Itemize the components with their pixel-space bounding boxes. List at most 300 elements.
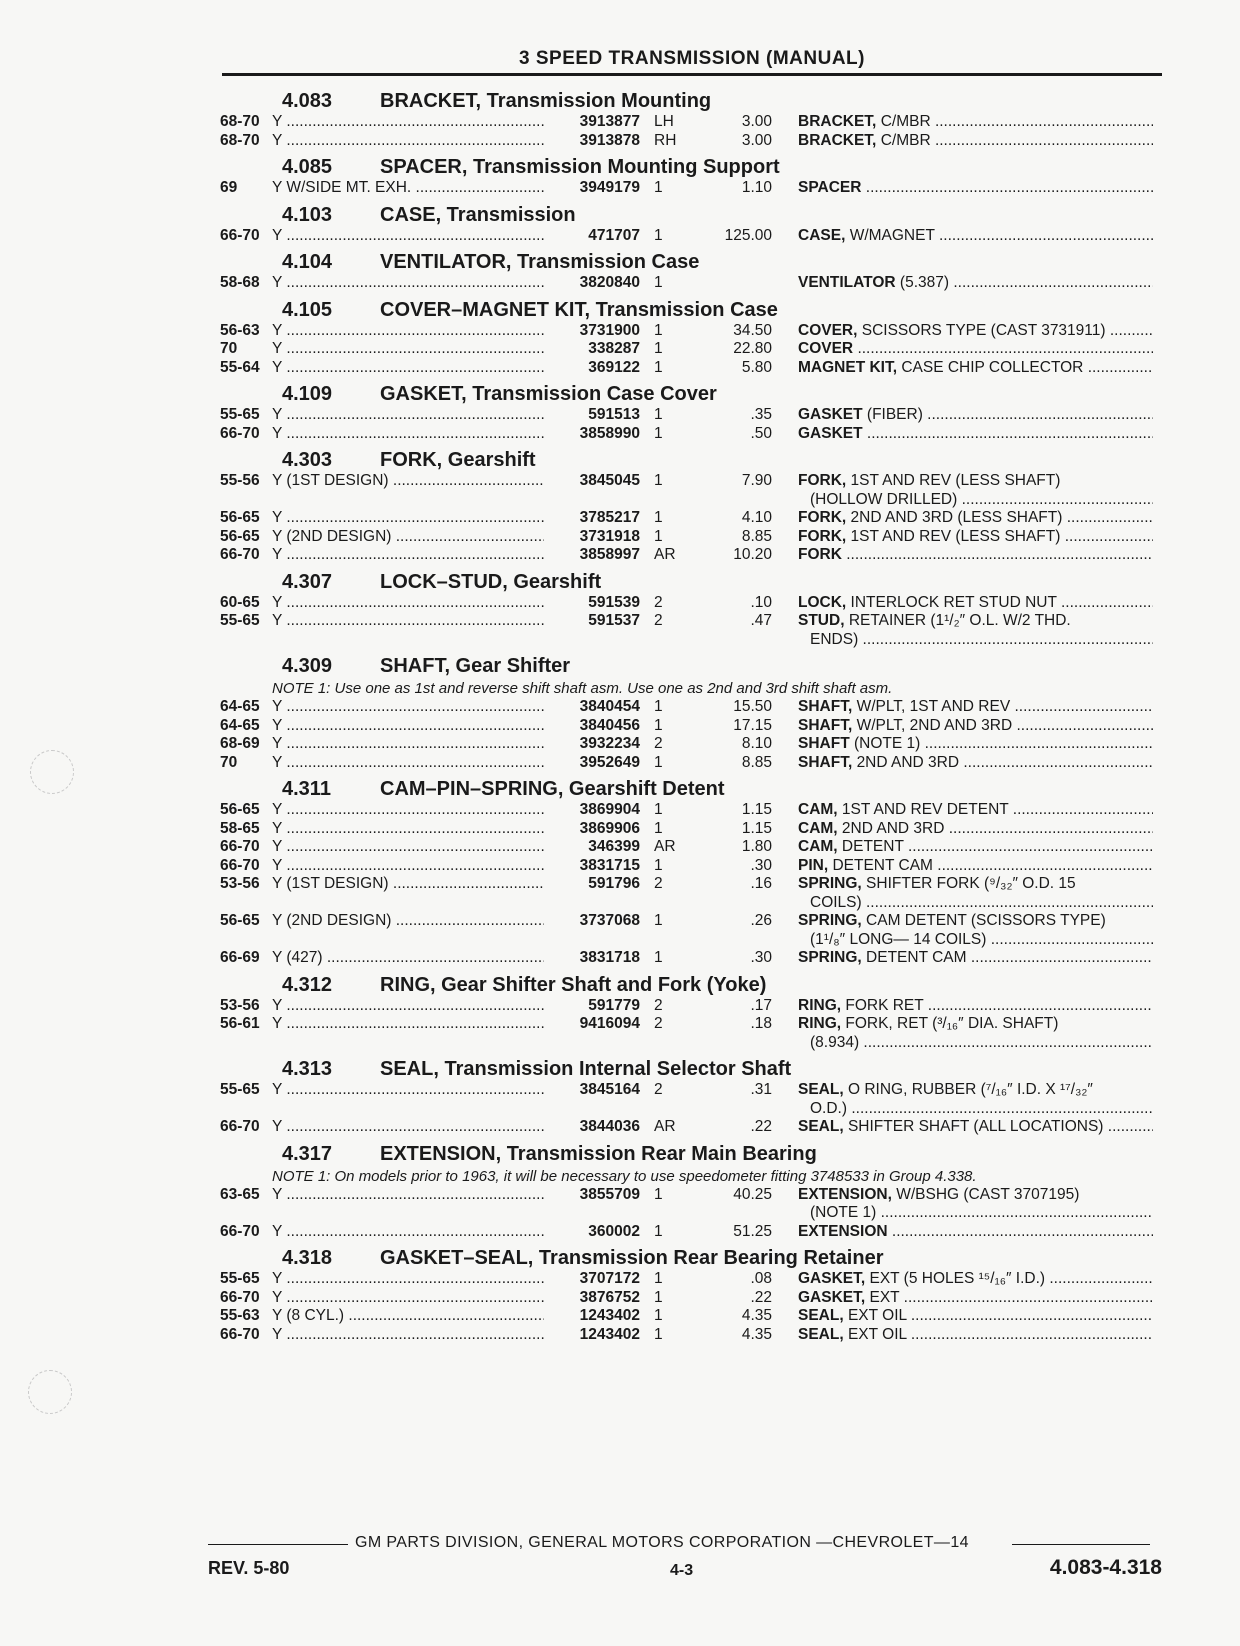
price: .16 (750, 875, 772, 892)
model-years: 56-63 (220, 321, 260, 339)
model-years: 58-68 (220, 274, 260, 291)
section-header (220, 1139, 1164, 1166)
quantity: 1 (654, 226, 663, 244)
part-name (772, 274, 1153, 293)
section-title: VENTILATOR, Transmission Case (380, 251, 700, 273)
part-number: 3707172 (579, 1270, 640, 1287)
part-detail: CAM DETENT (SCISSORS TYPE) (866, 912, 1106, 929)
part-keyword: EXTENSION (798, 1222, 888, 1240)
part-row (220, 132, 1164, 151)
part-detail: EXT (869, 1288, 900, 1306)
model-years: 70 (220, 340, 238, 357)
model-years: 64-65 (220, 698, 260, 715)
part-row (220, 820, 1164, 839)
quantity: 1 (654, 856, 663, 874)
part-row (220, 997, 1164, 1016)
part-number: 3737068 (579, 912, 640, 929)
part-number: 3869906 (579, 819, 640, 837)
part-name-line (798, 1186, 1153, 1205)
part-detail: W/PLT, 2ND AND 3RD (856, 716, 1013, 734)
part-keyword: FORK, (798, 472, 847, 489)
quantity: 1 (654, 358, 663, 376)
part-name-line (798, 820, 1153, 839)
part-name (772, 997, 1153, 1016)
application-desc: Y ..... (272, 1186, 544, 1223)
price: 17.15 (733, 716, 772, 734)
part-row (220, 1270, 1164, 1289)
model-years: 66-70 (220, 1288, 260, 1306)
part-keyword: BRACKET, (798, 131, 877, 149)
quantity: AR (654, 546, 676, 563)
part-row (220, 801, 1164, 820)
section-title: EXTENSION, Transmission Rear Main Bearing (380, 1142, 817, 1165)
part-row (220, 912, 1164, 949)
part-keyword: FORK, (798, 527, 847, 545)
part-detail-continued: (1¹/₈″ LONG— 14 COILS) ..... (798, 931, 1153, 950)
part-row (220, 754, 1164, 773)
section-number: 4.312 (282, 973, 333, 996)
part-keyword: BRACKET, (798, 113, 877, 130)
section-number: 4.313 (282, 1058, 333, 1080)
part-name-line (798, 227, 1153, 246)
part-number: 3858990 (579, 424, 640, 442)
model-years: 55-64 (220, 358, 260, 376)
model-years: 53-56 (220, 875, 260, 892)
model-years: 66-70 (220, 838, 260, 855)
quantity: 1 (654, 509, 663, 526)
footer-section-range: 4.083-4.318 (1049, 1556, 1162, 1579)
part-name (772, 509, 1153, 528)
part-keyword: CASE, (798, 226, 846, 244)
price: 3.00 (741, 131, 772, 149)
quantity: 1 (654, 1185, 663, 1203)
part-number: 9416094 (579, 1015, 640, 1032)
quantity: 1 (654, 912, 663, 929)
part-detail: W/MAGNET (849, 226, 935, 244)
part-keyword: SPACER (798, 179, 862, 196)
part-detail: O RING, RUBBER (⁷/₁₆″ I.D. X ¹⁷/₃₂″ (847, 1081, 1093, 1098)
part-detail: CASE CHIP COLLECTOR (901, 358, 1084, 376)
part-name (772, 179, 1153, 198)
model-years: 56-65 (220, 527, 260, 545)
application-desc: Y ..... (272, 546, 544, 565)
part-number: 3855709 (579, 1185, 640, 1203)
application-desc: Y ..... (272, 997, 544, 1016)
part-name-line (798, 322, 1153, 341)
part-number: 591539 (588, 593, 640, 611)
section-4-103 (220, 200, 1164, 246)
quantity: 1 (654, 424, 663, 442)
section-number: 4.109 (282, 383, 333, 405)
application-desc: Y ..... (272, 509, 544, 528)
part-number: 1243402 (579, 1307, 640, 1324)
section-4-085 (220, 152, 1164, 198)
section-4-307 (220, 567, 1164, 650)
quantity: 1 (654, 1307, 663, 1324)
part-number: 3913877 (579, 113, 640, 130)
section-title: RING, Gear Shifter Shaft and Fork (Yoke) (380, 973, 767, 996)
part-row (220, 322, 1164, 341)
part-detail: (FIBER) (866, 406, 923, 423)
part-name (772, 801, 1153, 820)
part-row (220, 857, 1164, 876)
part-name-line (798, 1081, 1153, 1100)
application-desc: Y ..... (272, 857, 544, 876)
part-name-line (798, 179, 1153, 198)
footer-rule-left (208, 1544, 348, 1545)
part-row (220, 113, 1164, 132)
part-row (220, 1118, 1164, 1137)
quantity: 2 (654, 593, 663, 611)
price: .50 (750, 424, 772, 442)
price: 8.85 (741, 753, 772, 771)
quantity: 2 (654, 875, 663, 892)
part-name (772, 838, 1153, 857)
part-name-line (798, 1307, 1153, 1326)
section-number: 4.318 (282, 1247, 333, 1269)
part-name-line (798, 612, 1153, 631)
section-title: COVER–MAGNET KIT, Transmission Case (380, 298, 778, 321)
price: .35 (750, 406, 772, 423)
part-number: 3869904 (579, 801, 640, 818)
part-detail-continued: ENDS) ..... (798, 631, 1153, 650)
quantity: 1 (654, 1222, 663, 1240)
quantity: 2 (654, 612, 663, 629)
price: .47 (750, 612, 772, 629)
part-keyword: CAM, (798, 819, 838, 837)
part-name (772, 1118, 1153, 1137)
part-name (772, 227, 1153, 246)
part-name (772, 594, 1153, 613)
part-row (220, 406, 1164, 425)
part-name-line (798, 546, 1153, 565)
price (704, 274, 772, 293)
part-name (772, 528, 1153, 547)
part-name (772, 949, 1153, 968)
section-number: 4.307 (282, 570, 333, 593)
part-keyword: MAGNET KIT, (798, 358, 898, 376)
part-detail-continued: O.D.) ..... (798, 1100, 1153, 1119)
model-years: 66-70 (220, 856, 260, 874)
application-desc: Y W/SIDE MT. EXH. ..... (272, 179, 544, 198)
section-number: 4.303 (282, 449, 333, 471)
footer-page-number: 4-3 (670, 1562, 694, 1579)
section-number: 4.309 (282, 655, 333, 677)
part-detail: EXT OIL (847, 1307, 907, 1324)
price: .31 (750, 1081, 772, 1098)
price: .22 (750, 1118, 772, 1135)
model-years: 66-70 (220, 424, 260, 442)
part-keyword: VENTILATOR (798, 274, 896, 291)
part-keyword: COVER (798, 340, 854, 357)
part-name-line (798, 509, 1153, 528)
application-desc: Y ..... (272, 359, 544, 378)
application-desc: Y ..... (272, 612, 544, 649)
part-detail: 2ND AND 3RD (856, 753, 960, 771)
application-desc: Y ..... (272, 594, 544, 613)
model-years: 66-70 (220, 1222, 260, 1240)
price: 4.35 (741, 1325, 772, 1343)
part-name-line (798, 113, 1153, 132)
price: 4.35 (741, 1307, 772, 1324)
part-name (772, 612, 1153, 649)
part-name-line (798, 1223, 1153, 1242)
part-name-line (798, 997, 1153, 1016)
model-years: 58-65 (220, 819, 260, 837)
part-row (220, 179, 1164, 198)
price: .30 (750, 856, 772, 874)
part-name (772, 1015, 1153, 1052)
section-number: 4.083 (282, 90, 333, 112)
part-detail: C/MBR (880, 113, 931, 130)
price: .17 (750, 996, 772, 1014)
quantity: 1 (654, 321, 663, 339)
part-detail: C/MBR (880, 131, 931, 149)
part-name-line (798, 425, 1153, 444)
model-years: 60-65 (220, 593, 260, 611)
part-name-line (798, 698, 1153, 717)
model-years: 66-70 (220, 546, 260, 563)
part-detail: 2ND AND 3RD (841, 819, 945, 837)
part-name-line (798, 359, 1153, 378)
model-years: 53-56 (220, 996, 260, 1014)
part-detail: W/PLT, 1ST AND REV (856, 698, 1011, 715)
part-name-line (798, 1118, 1153, 1137)
part-number: 3913878 (579, 131, 640, 149)
part-name (772, 113, 1153, 132)
section-4-311 (220, 774, 1164, 968)
price: 22.80 (733, 340, 772, 357)
section-title: SEAL, Transmission Internal Selector Shaft (380, 1058, 792, 1080)
part-detail: SHIFTER SHAFT (ALL LOCATIONS) (847, 1118, 1104, 1135)
part-row (220, 594, 1164, 613)
quantity: 1 (654, 472, 663, 489)
part-keyword: SEAL, (798, 1118, 844, 1135)
part-name-line (798, 735, 1153, 754)
part-row (220, 546, 1164, 565)
section-title: SHAFT, Gear Shifter (380, 655, 571, 677)
part-detail: DETENT (841, 838, 904, 855)
part-name (772, 1326, 1153, 1345)
part-row (220, 1223, 1164, 1242)
application-desc: Y (1ST DESIGN) ..... (272, 472, 544, 509)
model-years: 68-69 (220, 735, 260, 752)
price: 1.15 (741, 801, 772, 818)
part-keyword: PIN, (798, 856, 829, 874)
part-detail-continued: (8.934) ..... (798, 1034, 1153, 1053)
part-name (772, 406, 1153, 425)
price: .10 (750, 593, 772, 611)
quantity: 2 (654, 1081, 663, 1098)
part-keyword: RING, (798, 1015, 842, 1032)
part-detail: 1ST AND REV (LESS SHAFT) (850, 527, 1061, 545)
part-detail: DETENT CAM (866, 949, 967, 966)
part-number: 471707 (588, 226, 640, 244)
part-keyword: SPRING, (798, 912, 862, 929)
part-name (772, 1289, 1153, 1308)
section-title: CAM–PIN–SPRING, Gearshift Detent (380, 778, 725, 800)
application-desc: Y (2ND DESIGN) ..... (272, 528, 544, 547)
section-title: CASE, Transmission (380, 203, 576, 226)
part-detail-continued: (NOTE 1) ..... (798, 1204, 1153, 1223)
application-desc: Y ..... (272, 227, 544, 246)
model-years: 55-63 (220, 1307, 260, 1324)
part-number: 3820840 (579, 274, 640, 291)
price: .30 (750, 949, 772, 966)
part-keyword: SHAFT, (798, 753, 853, 771)
part-row (220, 698, 1164, 717)
part-name (772, 1186, 1153, 1223)
part-keyword: SPRING, (798, 875, 862, 892)
part-name (772, 735, 1153, 754)
quantity: AR (654, 838, 676, 855)
section-header (220, 445, 1164, 472)
price: 40.25 (733, 1185, 772, 1203)
part-name-line (798, 340, 1153, 359)
application-desc: Y ..... (272, 801, 544, 820)
quantity: LH (654, 113, 674, 130)
part-detail: FORK, RET (³/₁₆″ DIA. SHAFT) (845, 1015, 1059, 1032)
model-years: 55-65 (220, 1270, 260, 1287)
price: .18 (750, 1015, 772, 1032)
quantity: 1 (654, 1325, 663, 1343)
part-name (772, 472, 1153, 509)
price: 5.80 (741, 358, 772, 376)
part-name-line (798, 912, 1153, 931)
price: 125.00 (724, 226, 772, 244)
part-number: 3845045 (579, 472, 640, 489)
model-years: 56-65 (220, 801, 260, 818)
part-row (220, 735, 1164, 754)
footer-publisher: GM PARTS DIVISION, GENERAL MOTORS CORPORATION —CHEVROLET—14 (355, 1534, 969, 1551)
part-keyword: CAM, (798, 801, 838, 818)
section-header (220, 774, 1164, 801)
section-4-109 (220, 379, 1164, 443)
part-number: 338287 (588, 340, 640, 357)
quantity: 1 (654, 179, 663, 196)
part-number: 3731900 (579, 321, 640, 339)
application-desc: Y ..... (272, 406, 544, 425)
application-desc: Y (8 CYL.) ..... (272, 1307, 544, 1326)
part-keyword: COVER, (798, 321, 858, 339)
part-detail-continued: (HOLLOW DRILLED) ..... (798, 491, 1153, 510)
part-number: 360002 (588, 1222, 640, 1240)
application-desc: Y ..... (272, 322, 544, 341)
price: 8.10 (741, 735, 772, 752)
application-desc: Y ..... (272, 1326, 544, 1345)
part-name-line (798, 754, 1153, 773)
part-row (220, 1289, 1164, 1308)
part-detail: RETAINER (1¹/₂″ O.L. W/2 THD. (848, 612, 1071, 629)
price: .08 (750, 1270, 772, 1287)
part-name (772, 546, 1153, 565)
part-name-line (798, 1326, 1153, 1345)
quantity: 2 (654, 735, 663, 752)
part-row (220, 1081, 1164, 1118)
section-header (220, 247, 1164, 274)
application-desc: Y ..... (272, 1081, 544, 1118)
part-name (772, 359, 1153, 378)
binder-hole-top (30, 750, 74, 794)
price: 10.20 (733, 546, 772, 563)
part-name (772, 132, 1153, 151)
part-name-line (798, 132, 1153, 151)
quantity: 1 (654, 527, 663, 545)
quantity: 1 (654, 716, 663, 734)
section-4-303 (220, 445, 1164, 565)
section-header (220, 651, 1164, 678)
part-row (220, 717, 1164, 736)
model-years: 64-65 (220, 716, 260, 734)
part-name (772, 717, 1153, 736)
section-header (220, 152, 1164, 179)
part-number: 591537 (588, 612, 640, 629)
part-keyword: LOCK, (798, 593, 847, 611)
model-years: 63-65 (220, 1185, 260, 1203)
application-desc: Y ..... (272, 113, 544, 132)
part-row (220, 509, 1164, 528)
section-header (220, 200, 1164, 227)
price: 3.00 (741, 113, 772, 130)
model-years: 66-70 (220, 226, 260, 244)
model-years: 56-65 (220, 912, 260, 929)
section-header (220, 1243, 1164, 1270)
part-detail: 2ND AND 3RD (LESS SHAFT) (850, 509, 1063, 526)
application-desc: Y ..... (272, 754, 544, 773)
part-keyword: SPRING, (798, 949, 862, 966)
quantity: 2 (654, 996, 663, 1014)
part-number: 369122 (588, 358, 640, 376)
section-number: 4.311 (282, 778, 331, 800)
application-desc: Y (427) ..... (272, 949, 544, 968)
part-keyword: GASKET (798, 406, 863, 423)
application-desc: Y ..... (272, 1223, 544, 1242)
application-desc: Y ..... (272, 132, 544, 151)
part-detail: FORK RET (845, 996, 924, 1014)
price: 4.10 (741, 509, 772, 526)
part-keyword: SEAL, (798, 1307, 844, 1324)
section-title: FORK, Gearshift (380, 449, 536, 471)
part-detail: SHIFTER FORK (⁹/₃₂″ O.D. 15 (866, 875, 1076, 892)
price: 34.50 (733, 321, 772, 339)
application-desc: Y ..... (272, 735, 544, 754)
part-name (772, 820, 1153, 839)
application-desc: Y (2ND DESIGN) ..... (272, 912, 544, 949)
part-number: 3952649 (579, 753, 640, 771)
part-keyword: FORK (798, 546, 842, 563)
price: .22 (750, 1288, 772, 1306)
price: 15.50 (733, 698, 772, 715)
part-number: 3731918 (579, 527, 640, 545)
model-years: 55-65 (220, 406, 260, 423)
part-keyword: CAM, (798, 838, 838, 855)
price: 51.25 (733, 1222, 772, 1240)
quantity: 1 (654, 698, 663, 715)
part-name-line (798, 801, 1153, 820)
part-name-line (798, 857, 1153, 876)
application-desc: Y ..... (272, 1289, 544, 1308)
part-number: 3932234 (579, 735, 640, 752)
price: 1.10 (741, 179, 772, 196)
model-years: 66-70 (220, 1118, 260, 1135)
part-row (220, 1307, 1164, 1326)
part-row (220, 359, 1164, 378)
part-keyword: SEAL, (798, 1081, 844, 1098)
part-number: 3840456 (579, 716, 640, 734)
quantity: RH (654, 131, 677, 149)
application-desc: Y ..... (272, 820, 544, 839)
application-desc: Y ..... (272, 274, 544, 293)
